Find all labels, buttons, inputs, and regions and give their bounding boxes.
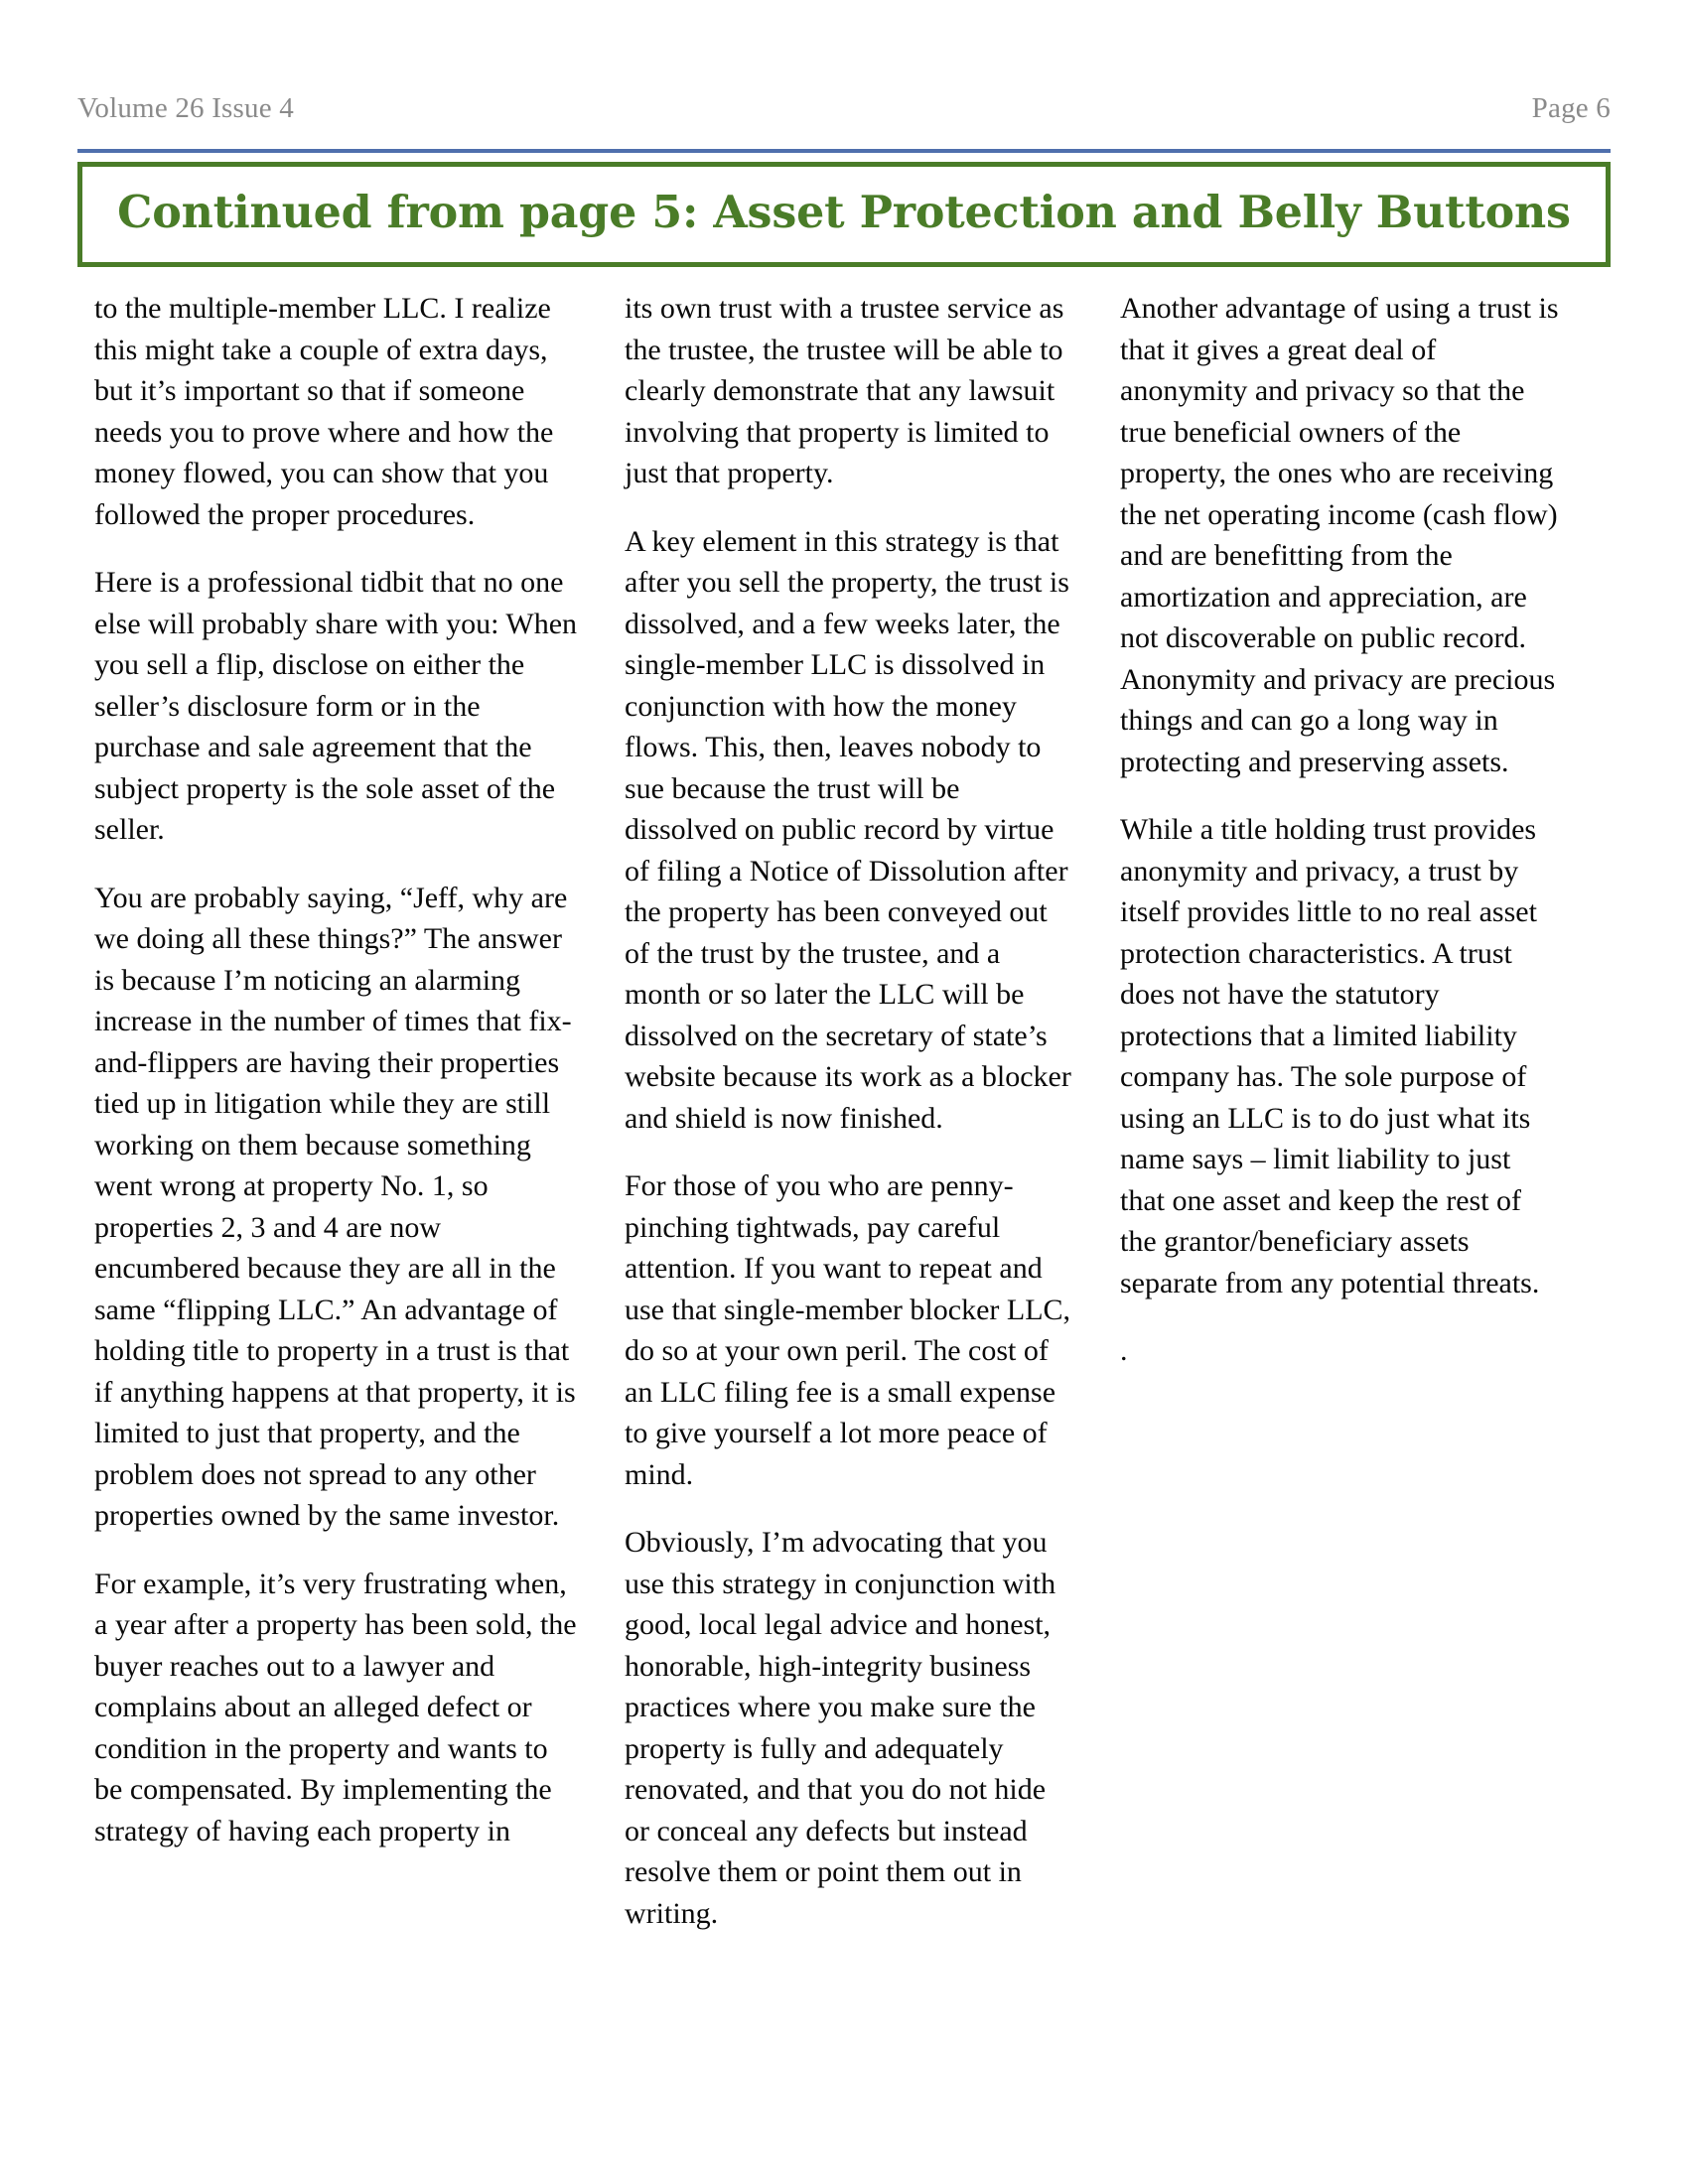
column-three (1120, 288, 1559, 1372)
volume-issue-label: Volume 26 Issue 4 (77, 92, 294, 124)
page-number-label: Page 6 (1531, 92, 1611, 124)
masthead (77, 91, 1611, 139)
column-one (94, 288, 581, 1851)
paragraph: For example, it’s very frustrating when, a year after a property has been sold, the buyer reaches out to a lawyer and complains about an alleged defect or condition in the property and wants to be compensated. By implementing the strategy of having each property in (94, 1567, 577, 1847)
headline-box (77, 162, 1611, 267)
article-body (94, 288, 1559, 2045)
paragraph: While a title holding trust provides anonymity and privacy, a trust by itself provides little to no real asset protection characteristics. A trust does not have the statutory protections that a limited liability company has. The sole purpose of using an LLC is to do just what its name says – limit liability to just that one asset and keep the rest of the grantor/beneficiary assets separate from any potential threats. (1120, 813, 1540, 1299)
paragraph: A key element in this strategy is that after you sell the property, the trust is dissolved, and a few weeks later, the single-member LLC is dissolved in conjunction with how the money flows. This, then, leaves nobody to sue because the trust will be dissolved on public record by virtue of filing a Notice of Dissolution after the property has been conveyed out of the trust by the trustee, and a month or so later the LLC will be dissolved on the secretary of state’s website because its work as a blocker and shield is now finished. (625, 524, 1071, 1135)
paragraph: You are probably saying, “Jeff, why are we doing all these things?” The answer is because I’m noticing an alarming increase in the number of times that fix-and-flippers are having their properties tied up in litigation while they are still working on them because something went wrong at property No. 1, so properties 2, 3 and 4 are now encumbered because they are all in the same “flipping LLC.” An advantage of holding title to property in a trust is that if anything happens at that property, it is limited to just that property, and the problem does not spread to any other properties owned by the same investor. (94, 881, 576, 1532)
paragraph: Obviously, I’m advocating that you use this strategy in conjunction with good, local legal advice and honest, honorable, high-integrity business practices where you make sure the property is fully and adequately renovated, and that you do not hide or conceal any defects but instead resolve them or point them out in writing. (625, 1526, 1056, 1930)
paragraph: For those of you who are penny-pinching tightwads, pay careful attention. If you want to repeat and use that single-member blocker LLC, do so at your own peril. The cost of an LLC filing fee is a small expense to give yourself a lot more peace of mind. (625, 1169, 1071, 1491)
paragraph: to the multiple-member LLC. I realize this might take a couple of extra days, but it’s important so that if someone needs you to prove where and how the money flowed, you can show that you followed the proper procedures. (94, 292, 554, 531)
paragraph: Another advantage of using a trust is that it gives a great deal of anonymity and privacy so that the true beneficial owners of the property, the ones who are receiving the net operating income (cash flow) and are benefitting from the amortization and appreciation, are not discoverable on public record. Anonymity and privacy are precious things and can go a long way in protecting and preserving assets. (1120, 292, 1559, 778)
header-divider-rule (77, 149, 1611, 153)
column-two (625, 288, 1076, 1934)
article-headline: Continued from page 5: Asset Protection and Belly Buttons (117, 186, 1571, 238)
paragraph: Here is a professional tidbit that no one else will probably share with you: When you sell a flip, disclose on either the seller’s disclosure form or in the purchase and sale agreement that the subject property is the sole asset of the seller. (94, 566, 578, 846)
paragraph: its own trust with a trustee service as the trustee, the trustee will be able to clearly demonstrate that any lawsuit involving that property is limited to just that property. (625, 292, 1064, 489)
trailing-period: . (1120, 1334, 1128, 1367)
